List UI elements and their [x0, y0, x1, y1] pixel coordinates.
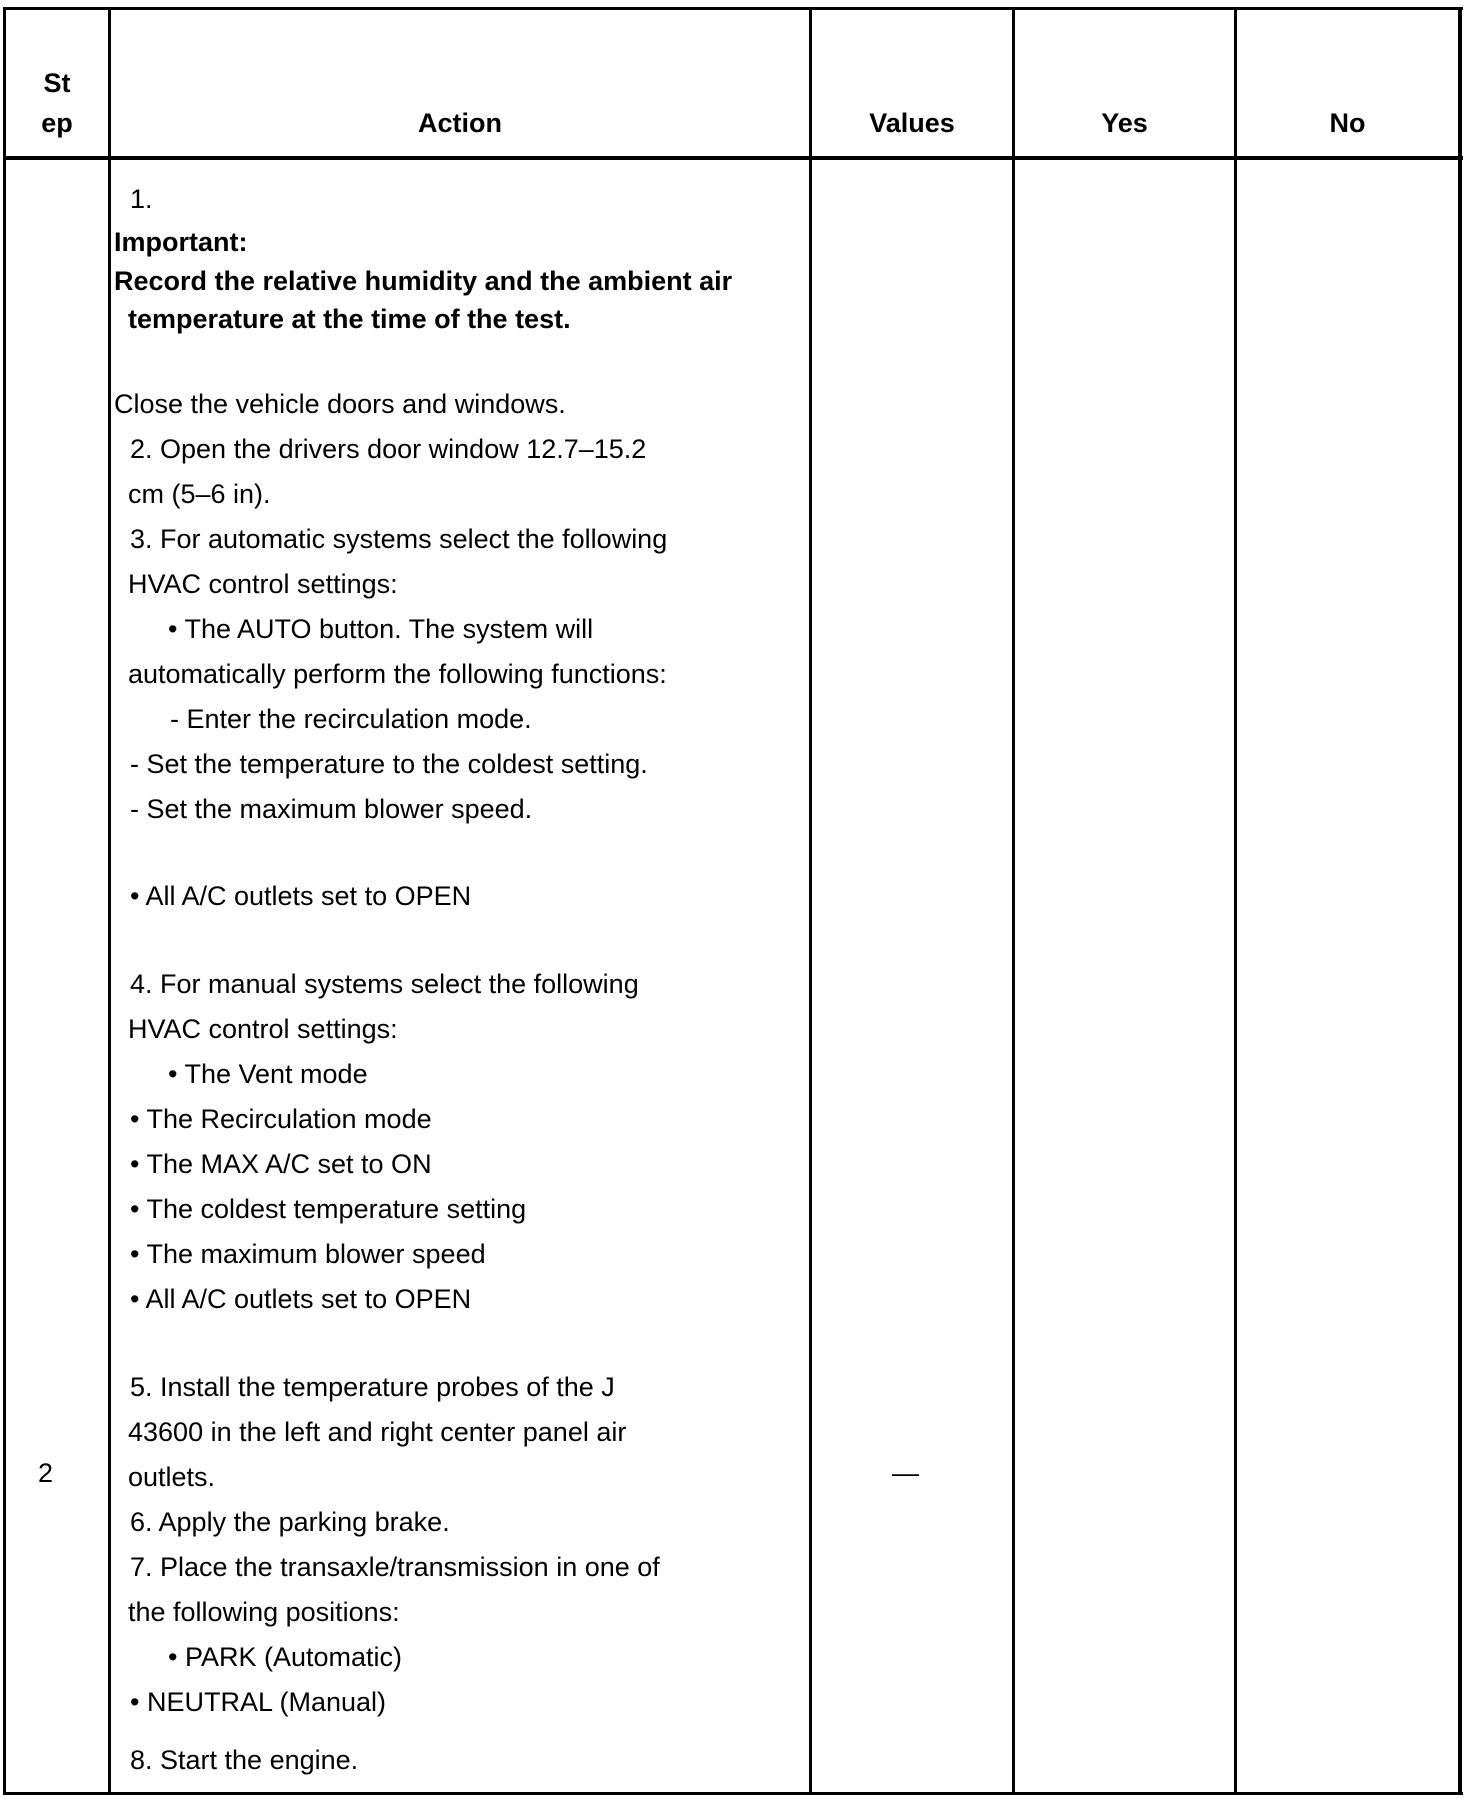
action-line: - Set the temperature to the coldest setting.	[130, 749, 648, 779]
col-divider-yes-no	[1234, 7, 1237, 1795]
action-line: outlets.	[128, 1462, 216, 1492]
action-line: • The MAX A/C set to ON	[130, 1149, 432, 1179]
header-action: Action	[418, 108, 502, 138]
action-line: 3. For automatic systems select the following	[130, 524, 668, 554]
important-label: Important:	[114, 227, 248, 257]
action-line: Close the vehicle doors and windows.	[114, 389, 566, 419]
header-yes: Yes	[1101, 108, 1148, 138]
table-top-border	[3, 7, 1463, 10]
header-bottom-border	[3, 156, 1463, 160]
action-line: • All A/C outlets set to OPEN	[130, 881, 472, 911]
action-line: • The maximum blower speed	[130, 1239, 486, 1269]
action-line: • All A/C outlets set to OPEN	[130, 1284, 472, 1314]
action-line: HVAC control settings:	[128, 1014, 398, 1044]
action-line: automatically perform the following functions:	[128, 659, 667, 689]
action-line: 43600 in the left and right center panel air	[128, 1417, 627, 1447]
table-left-border	[3, 7, 6, 1795]
col-divider-values-yes	[1012, 7, 1015, 1795]
action-line: 7. Place the transaxle/transmission in one of	[130, 1552, 660, 1582]
col-divider-action-values	[809, 7, 812, 1795]
action-line: - Set the maximum blower speed.	[130, 794, 533, 824]
header-no: No	[1329, 108, 1366, 138]
header-step-line1: St	[43, 68, 71, 98]
action-line: • The Recirculation mode	[130, 1104, 432, 1134]
action-line: 2. Open the drivers door window 12.7–15.2	[130, 434, 647, 464]
important-text: temperature at the time of the test.	[128, 304, 571, 334]
action-line: the following positions:	[128, 1597, 400, 1627]
action-line: • The Vent mode	[168, 1059, 368, 1089]
action-line: • The AUTO button. The system will	[168, 614, 594, 644]
col-divider-step-action	[108, 7, 111, 1795]
action-line: 6. Apply the parking brake.	[130, 1507, 450, 1537]
action-line: cm (5–6 in).	[128, 479, 271, 509]
action-line: - Enter the recirculation mode.	[170, 704, 532, 734]
action-line: 4. For manual systems select the following	[130, 969, 639, 999]
table-right-border	[1458, 7, 1462, 1795]
action-line: HVAC control settings:	[128, 569, 398, 599]
important-text: Record the relative humidity and the ambient air	[114, 266, 733, 296]
action-line: • PARK (Automatic)	[168, 1642, 403, 1672]
header-step-line2: ep	[41, 108, 73, 138]
action-line: • NEUTRAL (Manual)	[130, 1687, 387, 1717]
header-values: Values	[869, 108, 955, 138]
action-line: 1.	[130, 184, 153, 214]
action-line: 5. Install the temperature probes of the J	[130, 1372, 615, 1402]
action-line: 8. Start the engine.	[130, 1745, 359, 1775]
values-cell: —	[892, 1458, 919, 1488]
step-number: 2	[38, 1458, 54, 1488]
action-line: • The coldest temperature setting	[130, 1194, 527, 1224]
table-bottom-border	[3, 1792, 1463, 1795]
